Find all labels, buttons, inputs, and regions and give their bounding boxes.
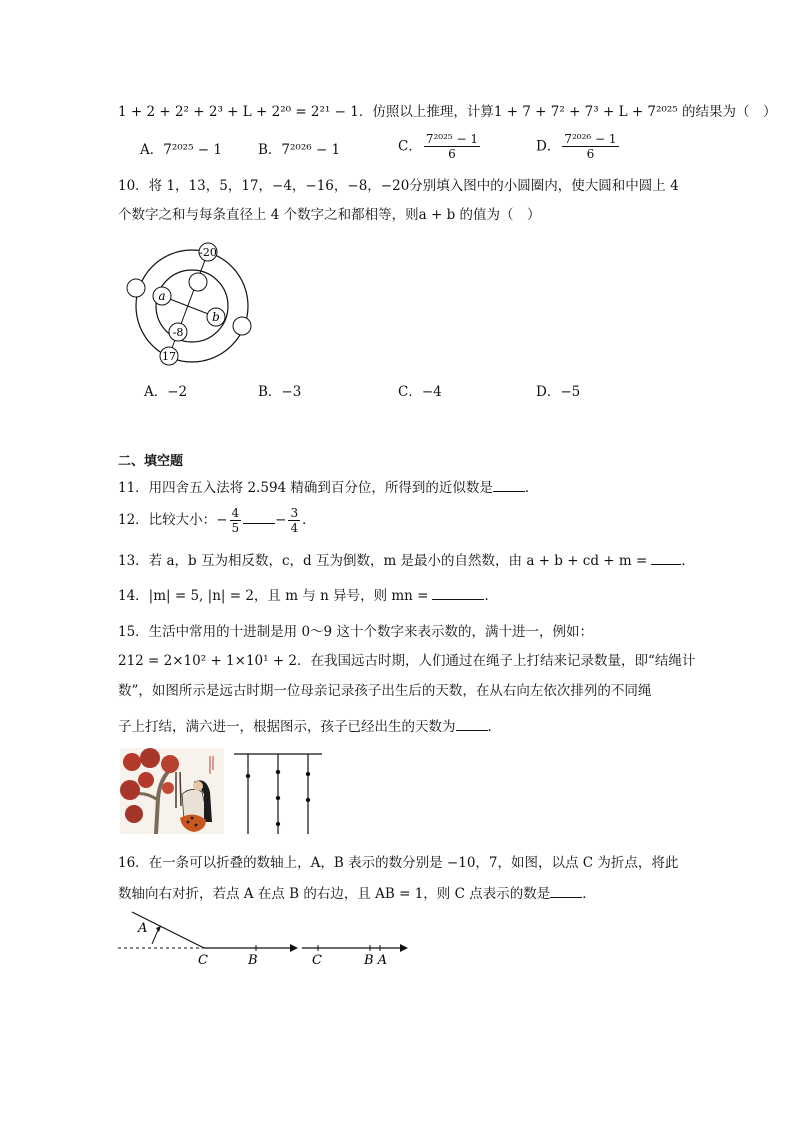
q10-line1: 10．将 1，13，5，17，−4，−16，−8，−20分别填入图中的小圆圈内，使大圆和中圆上 4 [118,178,679,194]
folding-number-line-figure [116,908,416,970]
q10-option-d[interactable]: D．−5 [536,384,581,400]
q9-option-a[interactable]: A．7²⁰²⁵ − 1 [140,142,222,158]
q10-option-b[interactable]: B．−3 [258,384,302,400]
circle-node-b[interactable] [207,308,225,326]
q13: 13．若 a，b 互为相反数，c，d 互为倒数，m 是最小的自然数，由 a + b + cd + m = ． [118,550,695,571]
q11: 11．用四舍五入法将 2.594 精确到百分位，所得到的近似数是 ． [118,477,538,498]
svg-text:-8: -8 [172,326,184,339]
q10-option-a[interactable]: A．−2 [144,384,188,400]
circle-node-left-outer[interactable] [127,279,145,297]
svg-text:b: b [212,310,220,324]
q14: 14．|m| = 5, |n| = 2，且 m 与 n 异号，则 mn = ． [118,585,498,606]
q15-line3: 数”，如图所示是远古时期一位母亲记录孩子出生后的天数，在从右向左依次排列的不同绳 [118,683,652,699]
circle-node-a[interactable] [153,287,171,305]
q16-line2: 数轴向右对折，若点 A 在点 B 的右边，且 AB = 1，则 C 点表示的数是 ． [118,883,596,904]
svg-text:A: A [138,921,148,936]
q12: 12．比较大小：− $\frac{4}{5}$ − $\frac{3}{4}$ ． [118,506,316,535]
section-title: 二、填空题 [118,454,184,469]
q9-option-d[interactable]: D． $\frac{\text{7²⁰²⁶ − 1}}{6}$ [536,132,617,161]
svg-text:-20: -20 [199,246,217,259]
svg-text:C: C [198,953,208,968]
q15-answer-blank[interactable] [456,716,488,731]
svg-text:B: B [248,953,258,968]
q9-option-b[interactable]: B．7²⁰²⁶ − 1 [258,142,341,158]
circle-node-right-outer[interactable] [233,317,251,335]
svg-text:a: a [158,289,166,303]
circle-node-bottom[interactable] [160,347,178,365]
q16-line1: 16．在一条可以折叠的数轴上，A，B 表示的数分别是 −10，7，如图，以点 C 为折点，将此 [118,855,679,871]
svg-text:B A: B A [364,953,388,968]
circle-node-inner-top[interactable] [189,273,207,291]
q10-circle-figure [122,238,262,370]
q9-option-c[interactable]: C． $\frac{\text{7²⁰²⁵ − 1}}{6}$ [398,132,479,161]
q15-line4: 子上打结，满六进一，根据图示，孩子已经出生的天数为 ． [118,716,501,737]
q15-line2: 212 = 2×10² + 1×10¹ + 2．在我国远古时期，人们通过在绳子上打结来记录数量，即“结绳计 [118,653,696,669]
knot-record-illustration [120,748,224,834]
svg-text:C: C [312,953,322,968]
svg-text:17: 17 [162,350,176,363]
circle-node-top[interactable] [199,243,217,261]
q14-answer-blank[interactable] [432,585,484,600]
q13-answer-blank[interactable] [651,550,681,565]
knot-rope-diagram [230,750,326,836]
circle-node-minus8[interactable] [169,323,187,341]
q10-line2: 个数字之和与每条直径上 4 个数字之和都相等，则a + b 的值为（ ） [118,207,541,223]
q12-answer-blank[interactable] [243,509,275,524]
q15-line1: 15．生活中常用的十进制是用 0～9 这十个数字来表示数的，满十进一，例如： [118,624,593,640]
q16-answer-blank[interactable] [550,883,582,898]
q10-option-c[interactable]: C．−4 [398,384,442,400]
q11-answer-blank[interactable] [493,477,525,492]
q9-lead: 1 + 2 + 2² + 2³ + L + 2²⁰ = 2²¹ − 1．仿照以上推理，计算1 + 7 + 7² + 7³ + L + 7²⁰²⁵ 的结果为（ ） [118,104,777,120]
